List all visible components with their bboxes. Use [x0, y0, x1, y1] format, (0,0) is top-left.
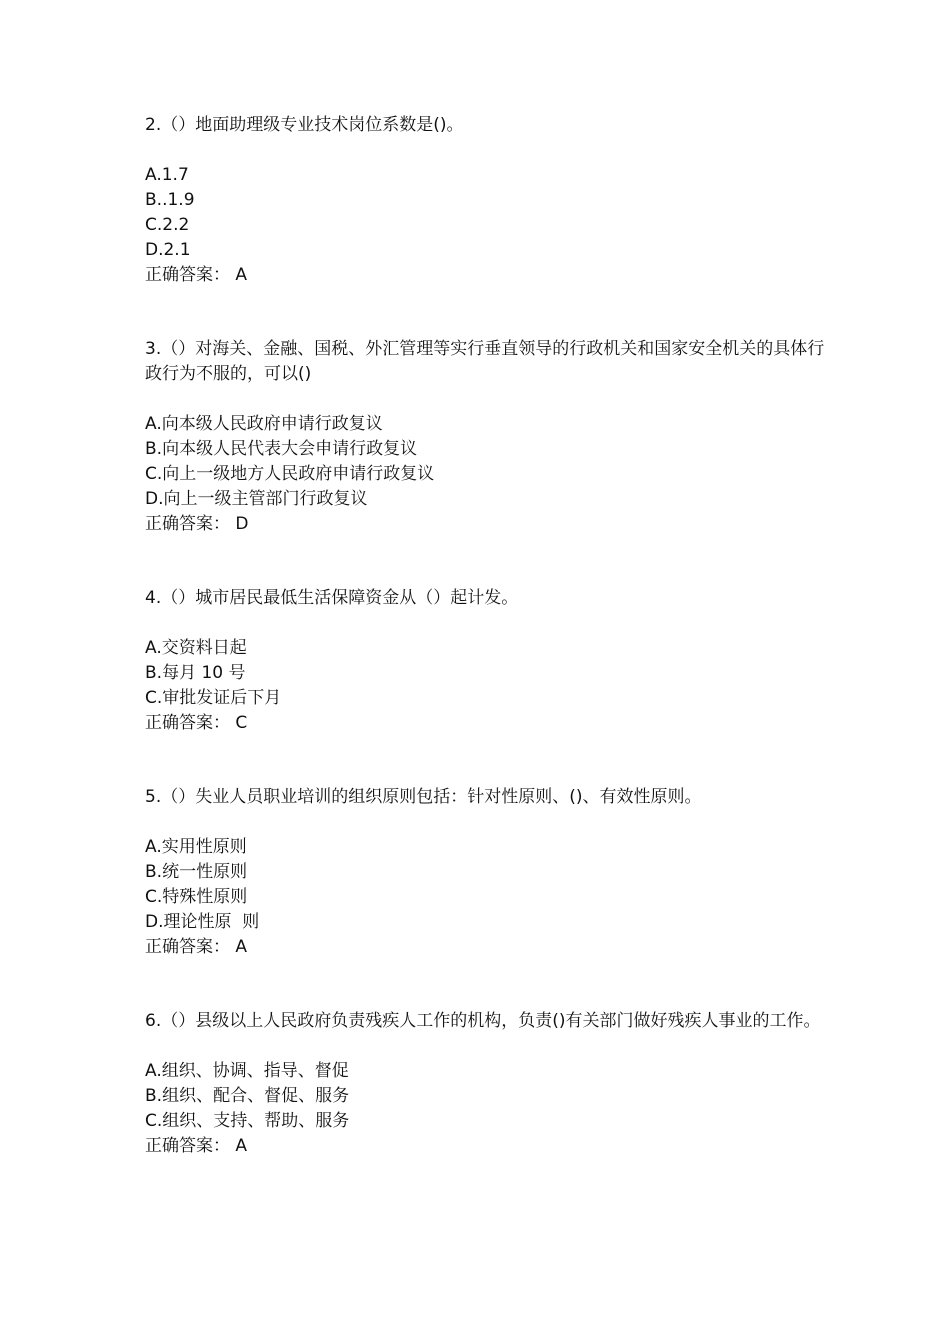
answer-value: A	[235, 1136, 248, 1156]
question-text: 3.（）对海关、金融、国税、外汇管理等实行垂直领导的行政机关和国家安全机关的具体行政行为不服的，可以()	[145, 339, 825, 384]
option-c: C.向上一级地方人民政府申请行政复议	[145, 464, 435, 484]
option-a: A.交资料日起	[145, 638, 247, 658]
option-b: B.组织、配合、督促、服务	[145, 1086, 350, 1106]
question-2	[145, 113, 825, 288]
option-b: B.每月 10 号	[145, 663, 246, 683]
answer-line	[145, 711, 825, 736]
option-d: D.向上一级主管部门行政复议	[145, 489, 368, 509]
question-text: 5.（）失业人员职业培训的组织原则包括：针对性原则、()、有效性原则。	[145, 787, 702, 807]
answer-label: 正确答案：	[145, 713, 230, 733]
answer-value: C	[235, 713, 248, 733]
option-c: C.特殊性原则	[145, 887, 248, 907]
answer-line	[145, 512, 825, 537]
option-b: B.统一性原则	[145, 862, 248, 882]
answer-label: 正确答案：	[145, 1136, 230, 1156]
answer-label: 正确答案：	[145, 937, 230, 957]
options-list	[145, 412, 825, 537]
answer-label: 正确答案：	[145, 514, 230, 534]
options-list	[145, 163, 825, 288]
answer-value: A	[235, 937, 248, 957]
option-c: C.审批发证后下月	[145, 688, 282, 708]
question-3	[145, 337, 825, 537]
answer-value: D	[235, 514, 249, 534]
option-b: B.向本级人民代表大会申请行政复议	[145, 439, 418, 459]
question-6	[145, 1009, 825, 1159]
option-a: A.实用性原则	[145, 837, 247, 857]
option-a: A.1.7	[145, 165, 189, 185]
question-text: 6.（）县级以上人民政府负责残疾人工作的机构，负责()有关部门做好残疾人事业的工作。	[145, 1011, 821, 1031]
option-b: B..1.9	[145, 190, 195, 210]
option-a: A.组织、协调、指导、督促	[145, 1061, 349, 1081]
question-5	[145, 785, 825, 960]
options-list	[145, 835, 825, 960]
option-c: C.2.2	[145, 215, 190, 235]
option-d: D.2.1	[145, 240, 191, 260]
option-a: A.向本级人民政府申请行政复议	[145, 414, 383, 434]
answer-line	[145, 263, 825, 288]
options-list	[145, 636, 825, 736]
option-d: D.理论性原 则	[145, 912, 260, 932]
options-list	[145, 1059, 825, 1159]
question-text: 4.（）城市居民最低生活保障资金从（）起计发。	[145, 588, 519, 608]
answer-label: 正确答案：	[145, 265, 230, 285]
answer-line	[145, 1134, 825, 1159]
question-text: 2.（）地面助理级专业技术岗位系数是()。	[145, 115, 464, 135]
question-4	[145, 586, 825, 736]
answer-value: A	[235, 265, 248, 285]
answer-line	[145, 935, 825, 960]
option-c: C.组织、支持、帮助、服务	[145, 1111, 350, 1131]
